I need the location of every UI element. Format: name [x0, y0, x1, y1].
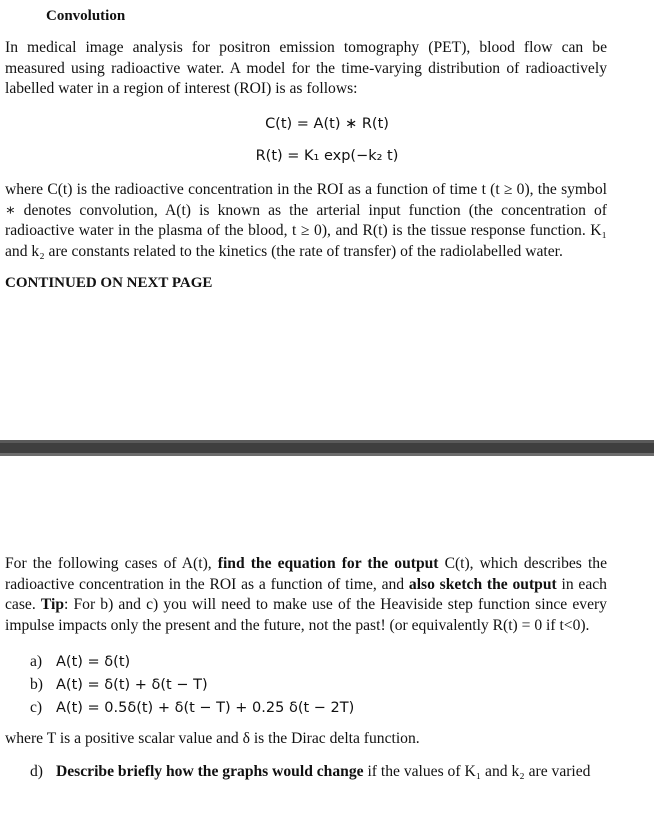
task-paragraph — [5, 554, 607, 636]
task-line: case. Tip: For b) and c) you will need to make use of the Heaviside step function since every — [5, 596, 607, 614]
page-2 — [0, 456, 654, 813]
case-label: c) — [30, 699, 43, 716]
part-d-bold: Describe briefly how the graphs would change — [56, 763, 364, 780]
case-b — [30, 676, 208, 694]
case-expression: A(t) = δ(t) + δ(t − T) — [56, 677, 208, 693]
case-label: b) — [30, 676, 43, 693]
task-line: impulse impacts only the present and the future, not the past! (or equivalently R(t) = 0 if t<0). — [5, 616, 590, 634]
case-expression: A(t) = 0.5δ(t) + δ(t − T) + 0.25 δ(t − 2T) — [56, 700, 355, 716]
intro-line: labelled water in a region of interest (ROI) is as follows: — [5, 80, 358, 98]
section-title: Convolution — [46, 8, 126, 24]
definition-line: radioactive water in the plasma of the blood, t ≥ 0), and R(t) is the tissue response function. K₁ — [5, 222, 607, 240]
response-equation: R(t) = K₁ exp(−k₂ t) — [255, 148, 399, 164]
case-label: a) — [30, 653, 43, 670]
where-t-note: where T is a positive scalar value and δ is the Dirac delta function. — [5, 730, 420, 747]
definitions-paragraph — [5, 180, 607, 262]
task-line: radioactive concentration in the ROI as a function of time, and also sketch the output in each — [5, 575, 607, 593]
definition-line: where C(t) is the radioactive concentration in the ROI as a function of time t (t ≥ 0), the symbol — [5, 181, 607, 198]
continued-label: CONTINUED ON NEXT PAGE — [5, 275, 213, 291]
part-d — [30, 763, 590, 781]
task-line: For the following cases of A(t), find the equation for the output C(t), which describes the — [5, 555, 607, 572]
definition-line: and k₂ are constants related to the kinetics (the rate of transfer) of the radiolabelled water. — [5, 242, 563, 260]
page-divider — [0, 440, 654, 456]
intro-paragraph — [5, 38, 607, 100]
case-c — [30, 699, 354, 717]
case-a — [30, 653, 130, 671]
convolution-equation: C(t) = A(t) ∗ R(t) — [265, 116, 389, 132]
case-expression: A(t) = δ(t) — [56, 654, 131, 670]
part-d-rest: if the values of K₁ and k₂ are varied — [363, 763, 591, 780]
case-label: d) — [30, 763, 43, 780]
intro-line: In medical image analysis for positron emission tomography (PET), blood flow can be — [5, 39, 607, 56]
intro-line: measured using radioactive water. A model for the time-varying distribution of radioactively — [5, 59, 607, 77]
definition-line: ∗ denotes convolution, A(t) is known as the arterial input function (the concentration of — [5, 201, 607, 219]
